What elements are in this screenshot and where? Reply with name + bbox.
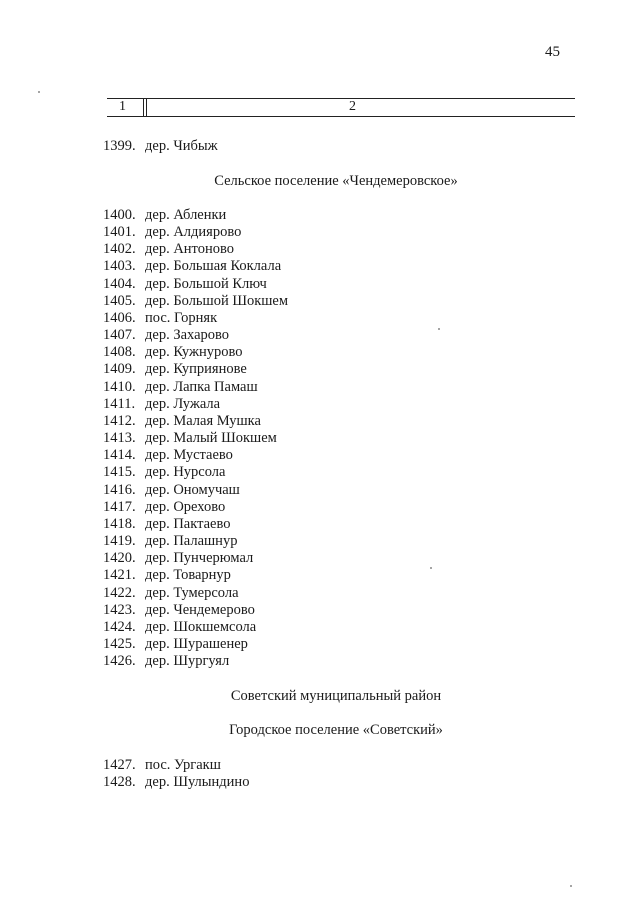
item-number: 1405. [103, 293, 136, 309]
item-number: 1414. [103, 447, 136, 463]
list-item [103, 430, 277, 447]
item-name: дер. Захарово [145, 327, 230, 343]
item-number: 1412. [103, 413, 136, 429]
list-item [103, 774, 249, 791]
item-number: 1413. [103, 430, 136, 446]
item-name: дер. Палашнур [145, 533, 238, 549]
scan-speck [430, 567, 432, 569]
item-name: дер. Пунчерюмал [145, 550, 254, 566]
column-number-1: 1 [119, 99, 126, 114]
item-name: дер. Шурашенер [145, 636, 248, 652]
item-number: 1400. [103, 207, 136, 223]
page-number: 45 [545, 44, 560, 60]
list-item [103, 258, 281, 275]
item-name: дер. Малый Шокшем [145, 430, 277, 446]
list-item [103, 636, 248, 653]
item-number: 1411. [103, 396, 136, 412]
section-heading-sovetsky-settlement: Городское поселение «Советский» [229, 722, 443, 738]
item-number: 1407. [103, 327, 136, 343]
list-item [103, 241, 234, 258]
item-number: 1402. [103, 241, 136, 257]
item-name: дер. Товарнур [145, 567, 231, 583]
item-number: 1406. [103, 310, 136, 326]
scan-speck [38, 91, 40, 93]
item-name: дер. Алдиярово [145, 224, 242, 240]
list-item [103, 327, 229, 344]
item-number: 1426. [103, 653, 136, 669]
list-item [103, 757, 221, 774]
list-item [103, 567, 231, 584]
header-column-divider [143, 98, 144, 117]
item-name: дер. Лужала [145, 396, 221, 412]
item-number: 1399. [103, 138, 136, 154]
list-item [103, 550, 253, 567]
item-number: 1420. [103, 550, 136, 566]
list-item [103, 207, 226, 224]
list-item [103, 653, 229, 670]
item-name: дер. Антоново [145, 241, 234, 257]
item-number: 1418. [103, 516, 136, 532]
header-top-rule [107, 98, 575, 99]
item-name: дер. Нурсола [145, 464, 226, 480]
list-item [103, 361, 247, 378]
section-heading-chendemerovskoe: Сельское поселение «Чендемеровское» [214, 173, 458, 189]
list-item [103, 499, 225, 516]
item-name: дер. Абленки [145, 207, 227, 223]
list-item [103, 516, 230, 533]
item-name: дер. Шургуял [145, 653, 230, 669]
item-number: 1425. [103, 636, 136, 652]
item-number: 1428. [103, 774, 136, 790]
item-name: дер. Большой Ключ [145, 276, 267, 292]
item-number: 1404. [103, 276, 136, 292]
item-name: дер. Большой Шокшем [145, 293, 289, 309]
item-number: 1408. [103, 344, 136, 360]
item-number: 1415. [103, 464, 136, 480]
item-number: 1419. [103, 533, 136, 549]
header-column-divider-inner [146, 98, 147, 117]
item-number: 1410. [103, 379, 136, 395]
item-name: пос. Горняк [145, 310, 218, 326]
item-number: 1423. [103, 602, 136, 618]
list-item [103, 464, 225, 481]
list-item [103, 619, 256, 636]
item-name: дер. Чендемерово [145, 602, 255, 618]
list-item [103, 396, 220, 413]
item-name: дер. Мустаево [145, 447, 233, 463]
column-number-2: 2 [349, 99, 356, 114]
list-item [103, 224, 241, 241]
list-item [103, 585, 239, 602]
item-name: дер. Кужнурово [145, 344, 243, 360]
header-bottom-rule [107, 116, 575, 117]
item-name: дер. Шулындино [145, 774, 250, 790]
item-name: дер. Шокшемсола [145, 619, 257, 635]
item-name: дер. Тумерсола [145, 585, 239, 601]
item-name: пос. Ургакш [145, 757, 221, 773]
item-number: 1416. [103, 482, 136, 498]
list-item [103, 482, 240, 499]
item-number: 1403. [103, 258, 136, 274]
item-name: дер. Куприянове [145, 361, 247, 377]
item-number: 1401. [103, 224, 136, 240]
scan-speck [570, 885, 572, 887]
item-name: дер. Орехово [145, 499, 226, 515]
list-item [103, 344, 242, 361]
list-item [103, 293, 288, 310]
item-number: 1409. [103, 361, 136, 377]
item-number: 1424. [103, 619, 136, 635]
table-column-header [107, 98, 575, 117]
list-item [103, 602, 255, 619]
list-item [103, 379, 258, 396]
scan-speck [438, 328, 440, 330]
item-name: дер. Большая Коклала [145, 258, 282, 274]
item-name: дер. Лапка Памаш [145, 379, 258, 395]
list-item [103, 276, 267, 293]
item-name: дер. Пактаево [145, 516, 231, 532]
item-number: 1427. [103, 757, 136, 773]
list-item [103, 310, 217, 327]
item-name: дер. Ономучаш [145, 482, 240, 498]
item-number: 1421. [103, 567, 136, 583]
list-item-1399 [103, 138, 218, 155]
item-number: 1422. [103, 585, 136, 601]
item-name: дер. Малая Мушка [145, 413, 261, 429]
item-number: 1417. [103, 499, 136, 515]
list-item [103, 533, 237, 550]
section-heading-sovetsky-district: Советский муниципальный район [230, 688, 442, 704]
item-name: дер. Чибыж [145, 138, 218, 154]
list-item [103, 413, 261, 430]
list-item [103, 447, 233, 464]
